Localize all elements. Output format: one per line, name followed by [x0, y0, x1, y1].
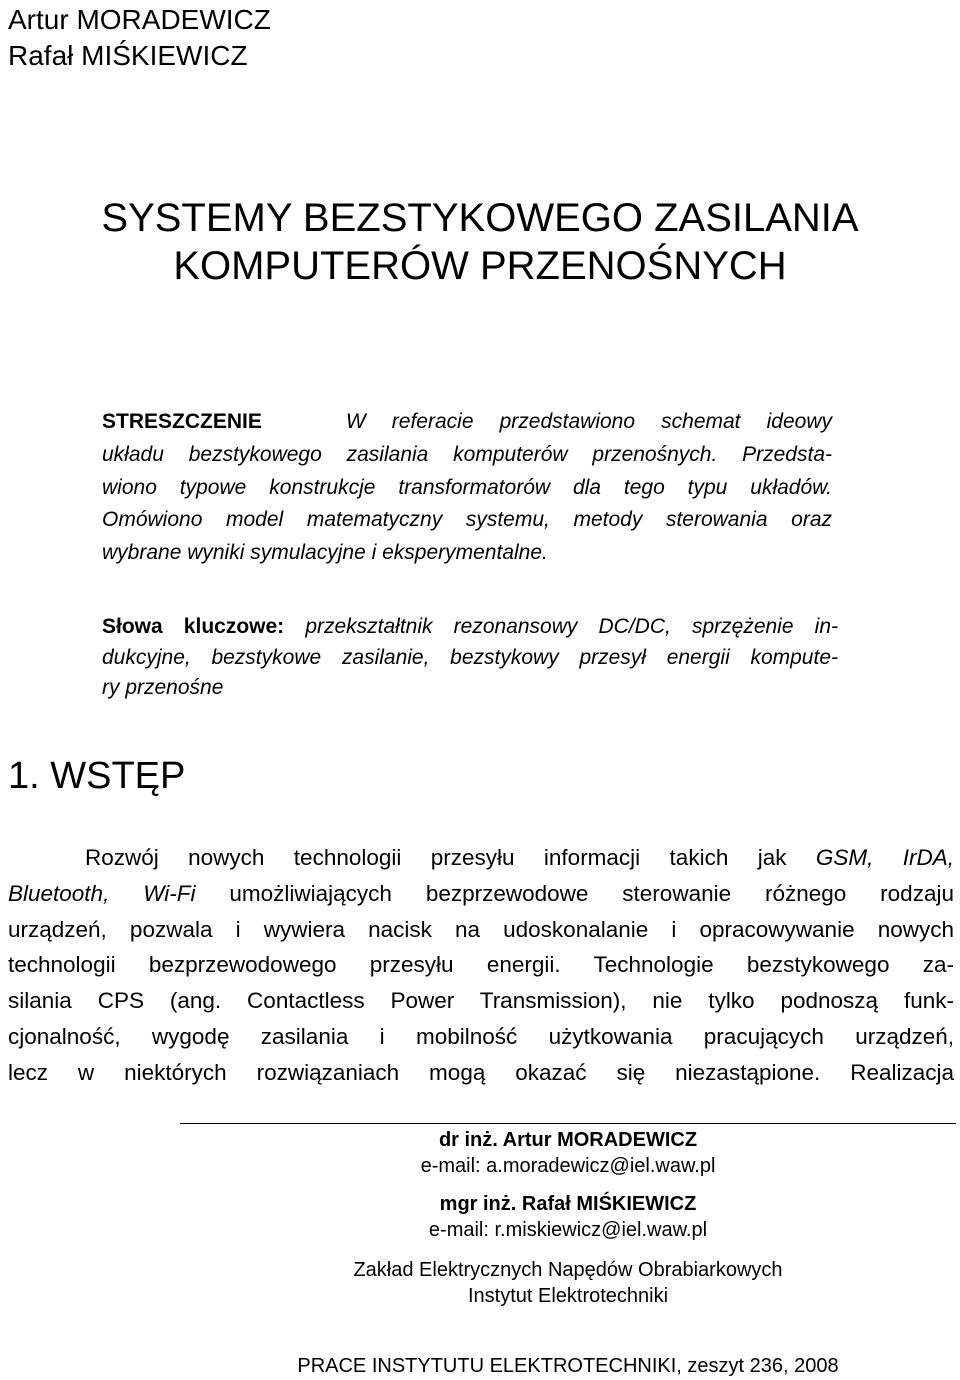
keywords-label: Słowa kluczowe: — [102, 615, 285, 638]
paper-title — [100, 194, 860, 290]
abstract-line: układu bezstykowego zasilania komputerów przenośnych. Przedsta- — [102, 442, 832, 466]
abstract — [102, 406, 832, 570]
body-line: lecz w niektórych rozwiązaniach mogą okazać się niezastąpione. Realizacja — [8, 1059, 954, 1085]
footnote-divider — [180, 1123, 956, 1124]
title-line: SYSTEMY BEZSTYKOWEGO ZASILANIA — [101, 196, 859, 240]
body-line: technologii bezprzewodowego przesyłu energii. Technologie bezstykowego za- — [8, 952, 954, 978]
body-line: cjonalność, wygodę zasilania i mobilność użytkowania pracujących urządzeń, — [8, 1023, 954, 1049]
body-text-italic: Bluetooth, Wi-Fi — [8, 880, 196, 906]
body-text: umożliwiających bezprzewodowe sterowanie różnego rodzaju — [229, 880, 954, 906]
abstract-line: Omówiono model matematyczny systemu, metody sterowania oraz — [102, 508, 832, 532]
keywords — [102, 612, 838, 704]
footer-author-2 — [180, 1192, 956, 1216]
body-text-italic: GSM, IrDA, — [815, 845, 954, 870]
footer-affiliation-2: Instytut Elektrotechniki — [467, 1285, 669, 1307]
section-heading: 1. WSTĘP — [8, 755, 186, 797]
footer-email-2: e-mail: r.miskiewicz@iel.waw.pl — [428, 1219, 708, 1241]
body-line: silania CPS (ang. Contactless Power Transmission), nie tylko podnoszą funk- — [8, 988, 954, 1014]
body-text: Rozwój nowych technologii przesyłu informacji takich jak — [85, 845, 787, 870]
author-name: Rafał MIŚKIEWICZ — [8, 40, 248, 71]
footer-affiliation-1: Zakład Elektrycznych Napędów Obrabiarkowych — [353, 1259, 783, 1281]
title-line: KOMPUTERÓW PRZENOŚNYCH — [173, 244, 787, 288]
body-line: urządzeń, pozwala i wywiera nacisk na udoskonalanie i opracowywanie nowych — [8, 916, 954, 942]
keywords-line — [102, 612, 838, 643]
footer-author-1 — [180, 1128, 956, 1152]
author-credit: dr inż. Artur MORADEWICZ — [438, 1129, 698, 1151]
author-name: Artur MORADEWICZ — [8, 4, 271, 35]
abstract-line — [102, 406, 832, 439]
authors-block — [8, 2, 271, 74]
body-paragraph — [8, 840, 954, 1091]
body-line — [8, 876, 954, 912]
publication-info: PRACE INSTYTUTU ELEKTROTECHNIKI, zeszyt 236, 2008 — [297, 1355, 839, 1377]
keywords-line: ry przenośne — [102, 676, 224, 699]
footer-email-1: e-mail: a.moradewicz@iel.waw.pl — [420, 1155, 716, 1177]
abstract-text: W referacie przedstawiono schemat ideowy — [345, 410, 832, 433]
abstract-line: wiono typowe konstrukcje transformatorów dla tego typu układów. — [102, 475, 832, 499]
abstract-label: STRESZCZENIE — [102, 410, 262, 433]
author-credit: mgr inż. Rafał MIŚKIEWICZ — [439, 1193, 697, 1215]
body-line — [8, 840, 954, 876]
abstract-line: wybrane wyniki symulacyjne i eksperymentalne. — [102, 541, 548, 565]
keywords-text: przekształtnik rezonansowy DC/DC, sprzężenie in- — [305, 615, 838, 638]
keywords-line: dukcyjne, bezstykowe zasilanie, bezstykowy przesył energii kompute- — [102, 645, 838, 669]
